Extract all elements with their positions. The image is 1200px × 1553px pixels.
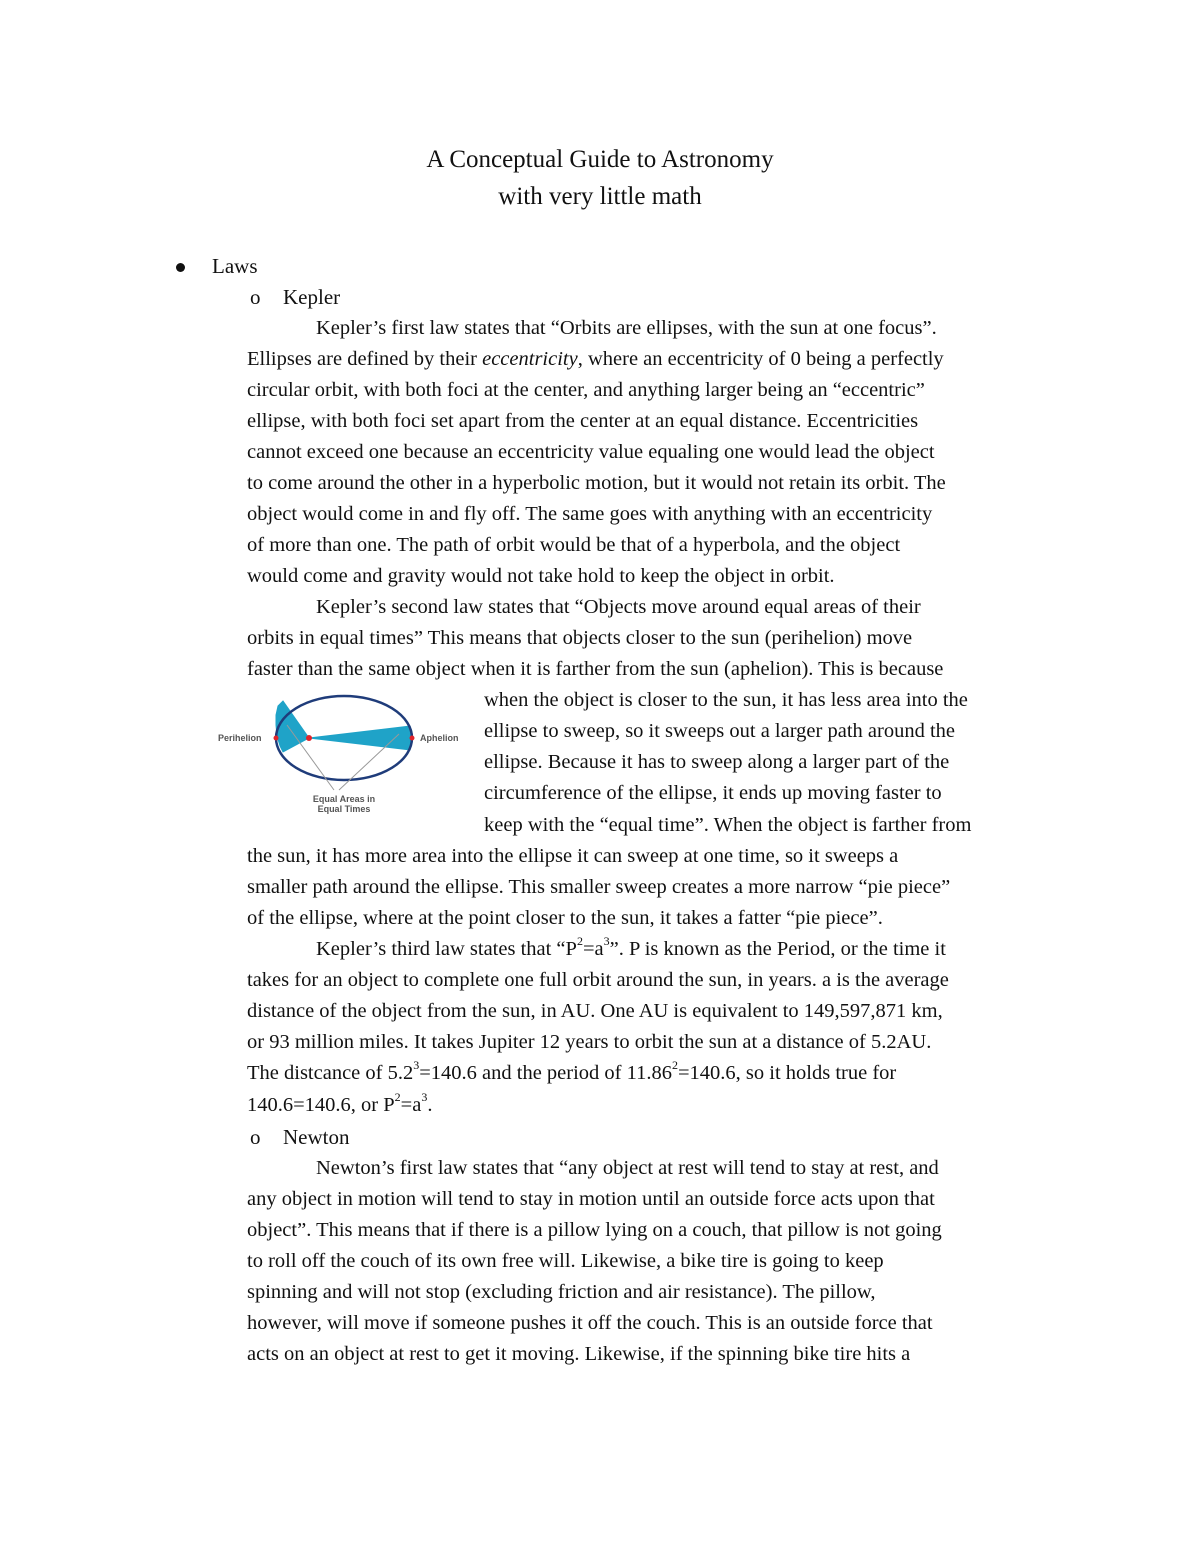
bullet-icon <box>176 263 185 272</box>
subsection-kepler-heading: Kepler <box>283 285 341 309</box>
text-span: =140.6 and the period of 11.86 <box>419 1062 672 1084</box>
paragraph-line <box>316 934 946 965</box>
superscript: 3 <box>421 1090 428 1105</box>
circle-bullet-icon: o <box>250 285 261 309</box>
paragraph-line: takes for an object to complete one full orbit around the sun, in years. a is the average <box>247 969 949 991</box>
paragraph-line <box>247 344 944 375</box>
paragraph-line: object”. This means that if there is a pillow lying on a couch, that pillow is not going <box>247 1219 942 1241</box>
paragraph-line: of the ellipse, where at the point closer to the sun, it takes a fatter “pie piece”. <box>247 907 883 929</box>
paragraph-line: to roll off the couch of its own free will. Likewise, a bike tire is going to keep <box>247 1250 884 1272</box>
superscript: 2 <box>576 934 583 949</box>
text-span: =a <box>582 938 604 960</box>
aphelion-label: Aphelion <box>420 733 459 743</box>
perihelion-sweep-area <box>276 701 309 752</box>
paragraph-line: when the object is closer to the sun, it has less area into the <box>484 689 968 711</box>
text-span: ”. P is known as the Period, or the time it <box>609 938 946 960</box>
text-span: , where an eccentricity of 0 being a perfectly <box>577 348 944 370</box>
superscript: 2 <box>672 1058 678 1073</box>
superscript: 3 <box>413 1058 420 1073</box>
paragraph-line: ellipse. Because it has to sweep along a larger part of the <box>484 751 950 773</box>
text-span: The distcance of 5.2 <box>247 1062 414 1084</box>
text-span: =140.6, so it holds true for <box>678 1062 897 1084</box>
text-span: =a <box>400 1094 422 1116</box>
perihelion-label: Perihelion <box>218 733 262 743</box>
paragraph-line: orbits in equal times” This means that objects closer to the sun (perihelion) move <box>247 627 913 649</box>
paragraph-line: to come around the other in a hyperbolic motion, but it would not retain its orbit. The <box>247 472 946 494</box>
paragraph-line: distance of the object from the sun, in AU. One AU is equivalent to 149,597,871 km, <box>247 1000 943 1022</box>
aphelion-sweep-area <box>309 726 412 750</box>
aphelion-point-dot <box>410 736 415 741</box>
section-laws-heading: Laws <box>212 254 258 278</box>
paragraph-line: Newton’s first law states that “any object at rest will tend to stay at rest, and <box>316 1157 939 1179</box>
subsection-newton-heading: Newton <box>283 1125 350 1149</box>
paragraph-line: however, will move if someone pushes it off the couch. This is an outside force that <box>247 1312 933 1334</box>
paragraph-line: Kepler’s second law states that “Objects move around equal areas of their <box>316 596 921 618</box>
paragraph-line: Kepler’s first law states that “Orbits are ellipses, with the sun at one focus”. <box>316 317 937 339</box>
perihelion-point-dot <box>274 736 279 741</box>
text-span: . <box>427 1094 433 1116</box>
paragraph-line: object would come in and fly off. The same goes with anything with an eccentricity <box>247 503 933 525</box>
emphasis-text: eccentricity <box>482 348 578 370</box>
text-span: Ellipses are defined by their <box>247 348 483 370</box>
paragraph-line: any object in motion will tend to stay in motion until an outside force acts upon that <box>247 1188 935 1210</box>
document-subtitle: with very little math <box>498 183 702 210</box>
circle-bullet-icon: o <box>250 1125 261 1149</box>
orbit-diagram <box>214 690 472 820</box>
pointer-line <box>287 725 334 790</box>
paragraph-line: cannot exceed one because an eccentricity value equaling one would lead the object <box>247 441 935 463</box>
text-span: Kepler’s third law states that “P <box>316 938 577 960</box>
document-title: A Conceptual Guide to Astronomy <box>426 146 774 173</box>
sun-focus-dot <box>306 735 312 741</box>
paragraph-line: keep with the “equal time”. When the object is farther from <box>484 814 972 836</box>
paragraph-line: or 93 million miles. It takes Jupiter 12 years to orbit the sun at a distance of 5.2AU. <box>247 1031 932 1053</box>
paragraph-line: circular orbit, with both foci at the center, and anything larger being an “eccentric” <box>247 379 925 401</box>
paragraph-line <box>247 1058 896 1089</box>
paragraph-line: spinning and will not stop (excluding friction and air resistance). The pillow, <box>247 1281 876 1303</box>
equal-areas-label: Equal Areas in <box>312 794 376 804</box>
paragraph-line: of more than one. The path of orbit would be that of a hyperbola, and the object <box>247 534 901 556</box>
superscript: 2 <box>394 1090 401 1105</box>
paragraph-line: smaller path around the ellipse. This smaller sweep creates a more narrow “pie piece” <box>247 876 951 898</box>
paragraph-line: circumference of the ellipse, it ends up moving faster to <box>484 782 942 804</box>
paragraph-line: faster than the same object when it is farther from the sun (aphelion). This is because <box>247 658 944 680</box>
text-span: 140.6=140.6, or P <box>247 1094 395 1116</box>
paragraph-line: ellipse, with both foci set apart from the center at an equal distance. Eccentricities <box>247 410 919 432</box>
paragraph-line <box>247 1090 432 1121</box>
paragraph-line: the sun, it has more area into the ellipse it can sweep at one time, so it sweeps a <box>247 845 899 867</box>
paragraph-line: acts on an object at rest to get it moving. Likewise, if the spinning bike tire hits a <box>247 1343 911 1365</box>
superscript: 3 <box>603 934 610 949</box>
equal-times-label: Equal Times <box>317 804 371 814</box>
paragraph-line: would come and gravity would not take hold to keep the object in orbit. <box>247 565 835 587</box>
paragraph-line: ellipse to sweep, so it sweeps out a larger path around the <box>484 720 955 742</box>
